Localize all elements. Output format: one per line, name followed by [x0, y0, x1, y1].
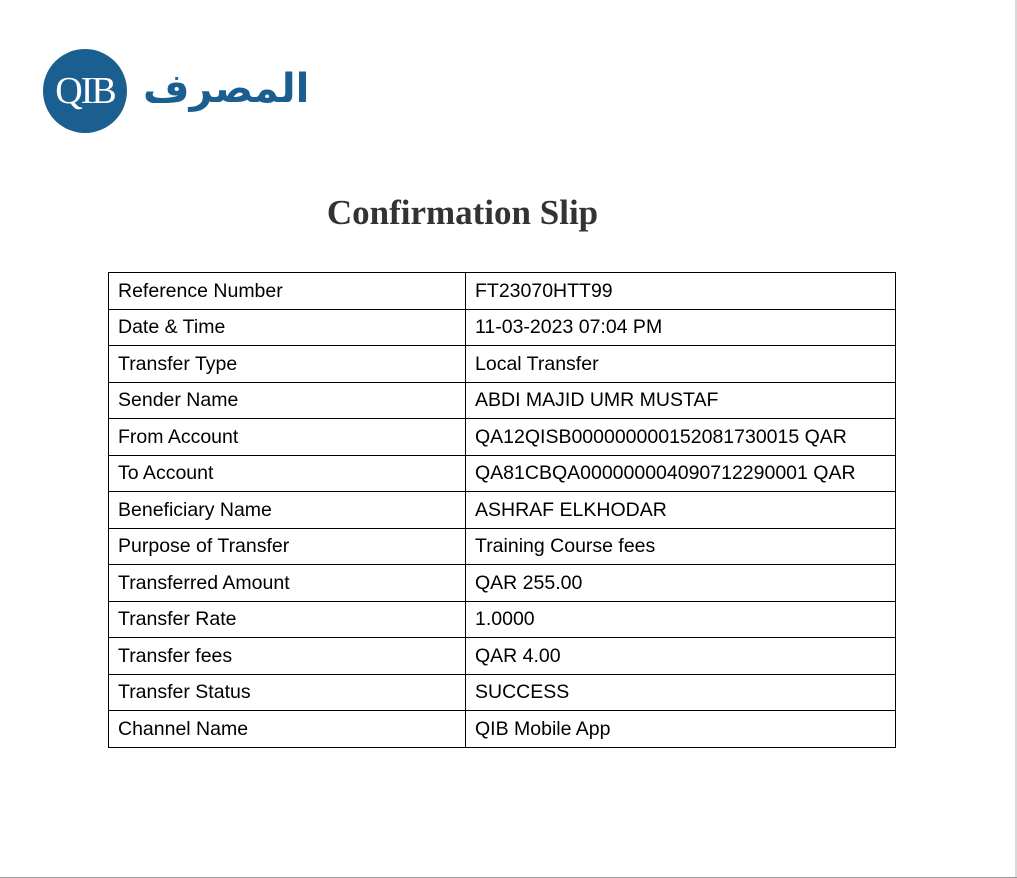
- row-value: QAR 255.00: [466, 565, 896, 602]
- qib-logo: [43, 49, 309, 133]
- row-value: 1.0000: [466, 601, 896, 638]
- row-value: QA12QISB000000000152081730015 QAR: [466, 419, 896, 456]
- table-row: [109, 711, 896, 748]
- table-row: [109, 638, 896, 675]
- row-value: ASHRAF ELKHODAR: [466, 492, 896, 529]
- row-value: QIB Mobile App: [466, 711, 896, 748]
- row-value: Local Transfer: [466, 346, 896, 383]
- row-label: Channel Name: [109, 711, 466, 748]
- table-row: [109, 601, 896, 638]
- row-value: QA81CBQA000000004090712290001 QAR: [466, 455, 896, 492]
- table-row: [109, 419, 896, 456]
- row-value: 11-03-2023 07:04 PM: [466, 309, 896, 346]
- qib-logo-emblem: QIB: [43, 49, 127, 133]
- table-row: [109, 565, 896, 602]
- row-label: Reference Number: [109, 273, 466, 310]
- row-label: Transfer Status: [109, 674, 466, 711]
- qib-logo-arabic-text: المصرف: [143, 66, 310, 112]
- row-label: Date & Time: [109, 309, 466, 346]
- confirmation-table: [108, 272, 896, 748]
- row-value: SUCCESS: [466, 674, 896, 711]
- row-label: Sender Name: [109, 382, 466, 419]
- page-title: Confirmation Slip: [326, 193, 599, 232]
- table-row: [109, 309, 896, 346]
- row-label: Transfer fees: [109, 638, 466, 675]
- table-row: [109, 674, 896, 711]
- table-row: [109, 528, 896, 565]
- row-label: Beneficiary Name: [109, 492, 466, 529]
- table-row: [109, 273, 896, 310]
- row-value: FT23070HTT99: [466, 273, 896, 310]
- row-label: To Account: [109, 455, 466, 492]
- table-row: [109, 346, 896, 383]
- row-label: From Account: [109, 419, 466, 456]
- row-value: QAR 4.00: [466, 638, 896, 675]
- table-row: [109, 492, 896, 529]
- table-row: [109, 382, 896, 419]
- row-label: Transfer Type: [109, 346, 466, 383]
- row-label: Purpose of Transfer: [109, 528, 466, 565]
- table-row: [109, 455, 896, 492]
- row-label: Transfer Rate: [109, 601, 466, 638]
- row-value: ABDI MAJID UMR MUSTAF: [466, 382, 896, 419]
- row-value: Training Course fees: [466, 528, 896, 565]
- row-label: Transferred Amount: [109, 565, 466, 602]
